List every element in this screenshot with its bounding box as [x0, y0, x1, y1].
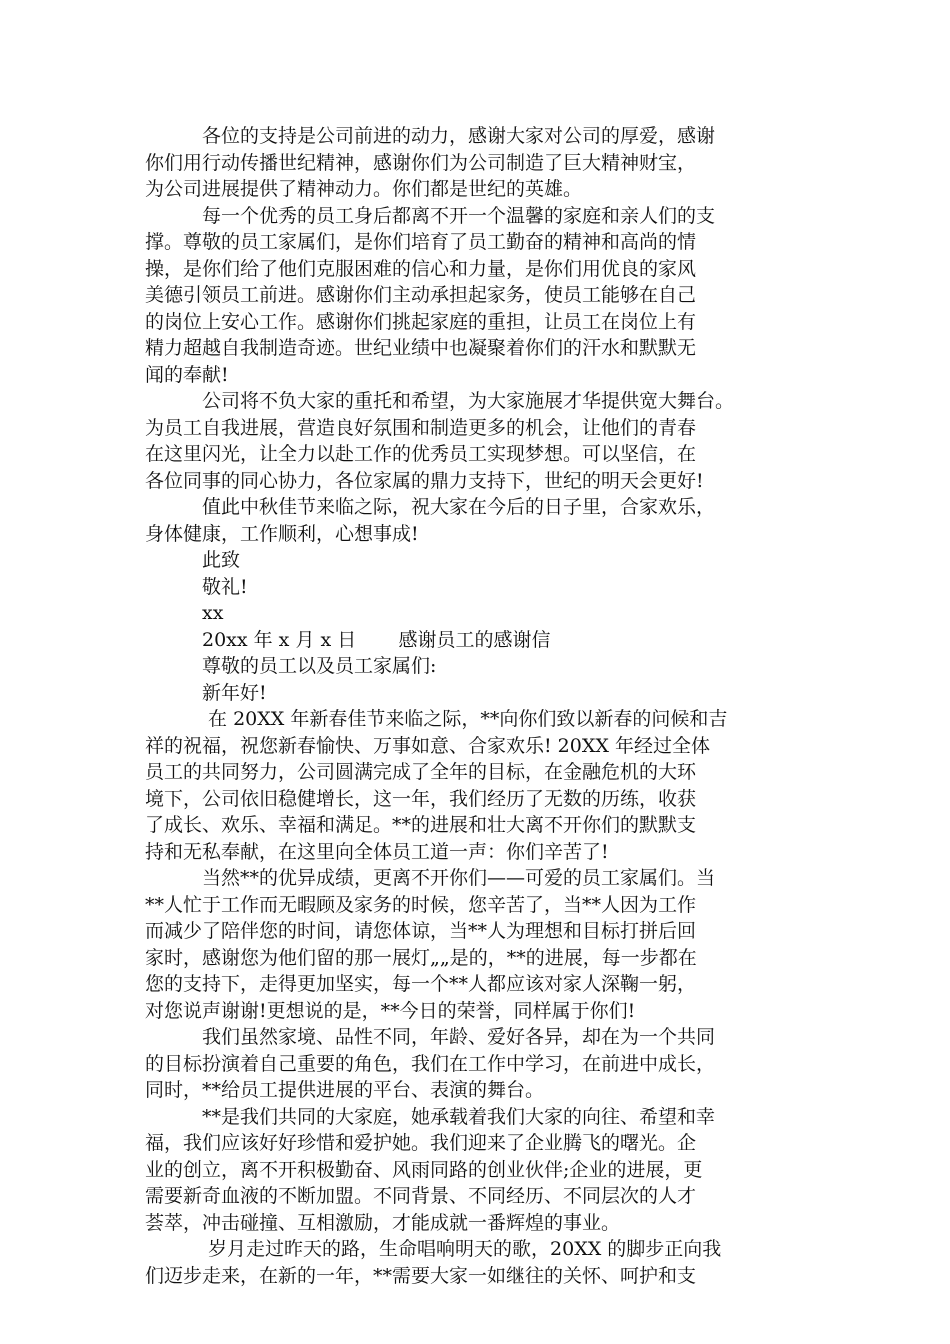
text-line: 而减少了陪伴您的时间，请您体谅，当**人为理想和目标打拼后回	[145, 920, 697, 942]
text-line: 员工的共同努力，公司圆满完成了全年的目标，在金融危机的大环	[145, 761, 697, 783]
text-line: 撑。尊敬的员工家属们，是你们培育了员工勤奋的精神和高尚的情	[145, 231, 697, 253]
text-line: 闻的奉献!	[145, 363, 229, 386]
text-line: 各位的支持是公司前进的动力，感谢大家对公司的厚爱，感谢	[202, 125, 716, 147]
text-line: 对您说声谢谢!更想说的是，**今日的荣誉，同样属于你们!	[145, 999, 636, 1022]
text-line: 身体健康，工作顺利，心想事成!	[145, 522, 419, 545]
text-line: 操，是你们给了他们克服困难的信心和力量，是你们用优良的家风	[145, 257, 697, 280]
text-line: 20xx 年 x 月 x 日 感谢员工的感谢信	[202, 628, 551, 651]
text-line: 荟萃，冲击碰撞、互相激励，才能成就一番辉煌的事业。	[145, 1211, 621, 1234]
text-line: 各位同事的同心协力，各位家属的鼎力支持下，世纪的明天会更好!	[145, 469, 704, 492]
text-line: 新年好!	[202, 681, 267, 704]
text-line: 祥的祝福，祝您新春愉快、万事如意、合家欢乐! 20XX 年经过全体	[145, 734, 710, 757]
text-line: 为员工自我进展，营造良好氛围和制造更多的机会，让他们的青春	[145, 416, 697, 439]
document-body	[145, 123, 825, 1289]
text-line: **人忙于工作而无暇顾及家务的时候，您辛苦了，当**人因为工作	[145, 893, 697, 916]
text-line: 业的创立，离不开积极勤奋、风雨同路的创业伙伴;企业的进展，更	[145, 1158, 703, 1181]
text-line: xx	[202, 602, 224, 624]
text-line: 了成长、欢乐、幸福和满足。**的进展和壮大离不开你们的默默支	[145, 814, 697, 836]
text-line: 我们虽然家境、品性不同，年龄、爱好各异，却在为一个共同	[202, 1026, 716, 1048]
text-line: 精力超越自我制造奇迹。世纪业绩中也凝聚着你们的汗水和默默无	[145, 337, 697, 359]
text-line: 公司将不负大家的重托和希望，为大家施展才华提供宽大舞台。	[202, 390, 735, 412]
text-line: 家时，感谢您为他们留的那一展灯„„是的，**的进展，每一步都在	[145, 946, 697, 969]
text-line: 持和无私奉献，在这里向全体员工道一声：你们辛苦了!	[145, 840, 609, 863]
text-line: 福，我们应该好好珍惜和爱护她。我们迎来了企业腾飞的曙光。企	[145, 1132, 697, 1154]
text-line: 岁月走过昨天的路，生命唱响明天的歌，20XX 的脚步正向我	[202, 1238, 722, 1260]
text-line: 为公司进展提供了精神动力。你们都是世纪的英雄。	[145, 178, 583, 200]
text-line: 美德引领员工前进。感谢你们主动承担起家务，使员工能够在自己	[145, 284, 697, 306]
text-line: 的岗位上安心工作。感谢你们挑起家庭的重担，让员工在岗位上有	[145, 310, 697, 333]
text-line: 当然**的优异成绩，更离不开你们——可爱的员工家属们。当	[202, 867, 716, 889]
text-line: 们迈步走来，在新的一年，**需要大家一如继往的关怀、呵护和支	[145, 1264, 697, 1287]
text-line: 此致	[202, 549, 241, 571]
text-line: 敬礼!	[202, 575, 248, 598]
text-line: 需要新奇血液的不断加盟。不同背景、不同经历、不同层次的人才	[145, 1185, 697, 1207]
text-line: **是我们共同的大家庭，她承载着我们大家的向往、希望和幸	[202, 1105, 716, 1128]
text-line: 在 20XX 年新春佳节来临之际，**向你们致以新春的问候和吉	[202, 708, 728, 730]
text-line: 的目标扮演着自己重要的角色，我们在工作中学习，在前进中成长，	[145, 1052, 716, 1075]
text-line: 境下，公司依旧稳健增长，这一年，我们经历了无数的历练，收获	[145, 787, 697, 810]
text-line: 值此中秋佳节来临之际，祝大家在今后的日子里，合家欢乐，	[202, 496, 716, 518]
text-line: 尊敬的员工以及员工家属们:	[202, 655, 437, 677]
text-line: 每一个优秀的员工身后都离不开一个温馨的家庭和亲人们的支	[202, 204, 716, 227]
text-line: 您的支持下，走得更加坚实，每一个**人都应该对家人深鞠一躬，	[145, 973, 697, 995]
text-line: 同时，**给员工提供进展的平台、表演的舞台。	[145, 1079, 545, 1101]
text-line: 你们用行动传播世纪精神，感谢你们为公司制造了巨大精神财宝，	[145, 151, 697, 174]
text-line: 在这里闪光，让全力以赴工作的优秀员工实现梦想。可以坚信，在	[145, 443, 697, 465]
